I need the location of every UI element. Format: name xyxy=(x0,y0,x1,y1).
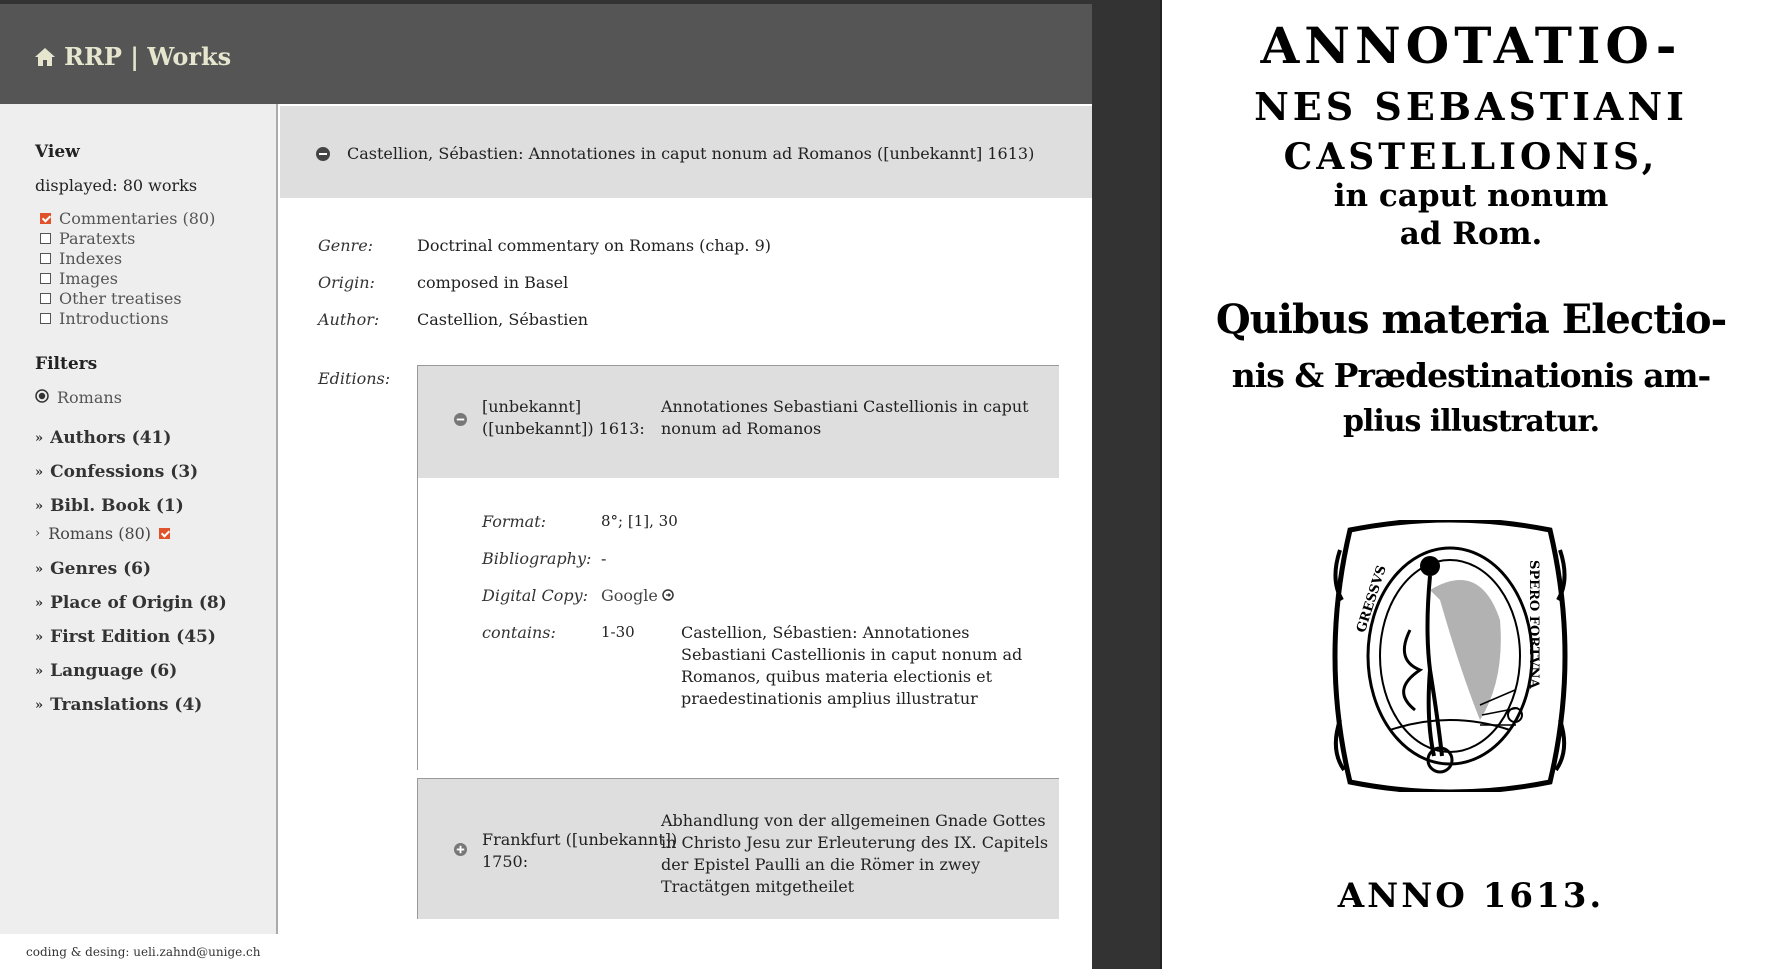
view-option-introductions[interactable]: Introductions xyxy=(40,309,169,328)
active-filter-romans[interactable]: Romans xyxy=(35,388,122,407)
displayed-count: displayed: 80 works xyxy=(35,176,198,195)
checkbox-checked-icon[interactable] xyxy=(40,213,51,224)
edition-header[interactable] xyxy=(417,365,1059,479)
viewer-divider[interactable] xyxy=(1092,0,1160,969)
chevron-double-down-icon: » xyxy=(35,498,44,514)
scan-line: plius illustratur. xyxy=(1342,404,1600,439)
scan-line: in caput nonum xyxy=(1333,178,1609,214)
digital-copy-link[interactable]: Google xyxy=(601,586,674,605)
scan-line: NES SEBASTIANI xyxy=(1254,84,1688,129)
scan-line: Quibus materia Electio- xyxy=(1215,296,1727,343)
work-header[interactable] xyxy=(280,106,1092,198)
contains-text: Castellion, Sébastien: Annotationes Sebastiani Castellionis in caput nonum ad Romanos, quibus materia electionis et praedestinationis amplius illustratur xyxy=(681,623,1023,708)
edition-header[interactable] xyxy=(417,778,1059,919)
view-heading: View xyxy=(35,142,80,162)
work-heading: Castellion, Sébastien: Annotationes in caput nonum ad Romanos ([unbekannt] 1613) xyxy=(347,144,1035,163)
editions-label: Editions: xyxy=(318,369,391,388)
home-icon xyxy=(34,47,56,67)
digital-copy-label: Digital Copy: xyxy=(482,586,589,605)
facet-authors[interactable]: » Authors (41) xyxy=(35,428,172,448)
facet-place-of-origin[interactable]: » Place of Origin (8) xyxy=(35,593,227,613)
genre-label: Genre: xyxy=(318,236,374,255)
contains-range: 1-30 xyxy=(601,623,635,641)
view-option-indexes[interactable]: Indexes xyxy=(40,249,122,268)
chevron-double-down-icon: » xyxy=(35,561,44,577)
facet-confessions[interactable]: » Confessions (3) xyxy=(35,462,199,482)
checkbox-checked-icon[interactable] xyxy=(159,528,170,539)
scan-line: CASTELLIONIS, xyxy=(1283,136,1659,178)
chevron-double-down-icon: » xyxy=(35,464,44,480)
facet-language[interactable]: » Language (6) xyxy=(35,661,178,681)
scan-year: ANNO 1613. xyxy=(1337,876,1605,916)
view-option-other-treatises[interactable]: Other treatises xyxy=(40,289,182,308)
checkbox-icon[interactable] xyxy=(40,273,51,284)
sidebar xyxy=(0,104,278,934)
facet-genres[interactable]: » Genres (6) xyxy=(35,559,151,579)
app-title: RRP | Works xyxy=(64,42,232,71)
expand-icon[interactable] xyxy=(454,841,467,860)
chevron-double-down-icon: » xyxy=(35,663,44,679)
collapse-icon[interactable] xyxy=(316,146,330,165)
checkbox-icon[interactable] xyxy=(40,313,51,324)
contains-label: contains: xyxy=(482,623,556,642)
title-page-scan xyxy=(1160,0,1778,969)
checkbox-icon[interactable] xyxy=(40,253,51,264)
genre-value: Doctrinal commentary on Romans (chap. 9) xyxy=(417,236,772,255)
printer-device-emblem xyxy=(1330,520,1570,792)
author-label: Author: xyxy=(318,310,380,329)
view-option-commentaries[interactable]: Commentaries (80) xyxy=(40,209,215,228)
edition-place: Frankfurt ([unbekannt]) 1750: xyxy=(482,830,678,871)
scan-line: nis & Prædestinationis am- xyxy=(1231,356,1711,395)
view-option-images[interactable]: Images xyxy=(40,269,118,288)
chevron-double-down-icon: » xyxy=(35,697,44,713)
checkbox-icon[interactable] xyxy=(40,293,51,304)
app-header xyxy=(0,0,1092,104)
facet-bibl-book[interactable]: » Bibl. Book (1) xyxy=(35,496,184,516)
chevron-double-down-icon: » xyxy=(35,629,44,645)
edition-title: Annotationes Sebastiani Castellionis in caput nonum ad Romanos xyxy=(661,397,1029,438)
footer-credit: coding & desing: ueli.zahnd@unige.ch xyxy=(26,945,261,959)
facet-first-edition[interactable]: » First Edition (45) xyxy=(35,627,216,647)
scan-line: ANNOTATIO- xyxy=(1260,16,1682,75)
chevron-double-down-icon: » xyxy=(35,595,44,611)
checkbox-icon[interactable] xyxy=(40,233,51,244)
format-label: Format: xyxy=(482,512,547,531)
scan-line: ad Rom. xyxy=(1399,216,1543,252)
view-option-paratexts[interactable]: Paratexts xyxy=(40,229,135,248)
chevron-right-icon: › xyxy=(35,526,41,541)
origin-label: Origin: xyxy=(318,273,375,292)
facet-item-romans[interactable]: › Romans (80) xyxy=(35,524,170,543)
edition-place: [unbekannt] ([unbekannt]) 1613: xyxy=(482,397,645,438)
edition-title: Abhandlung von der allgemeinen Gnade Gottes in Christo Jesu zur Erleuterung des IX. Capitels der Epistel Paulli an die Römer in zwey Tractätgen mitgetheilet xyxy=(661,811,1049,896)
external-link-icon xyxy=(662,586,674,605)
facet-translations[interactable]: » Translations (4) xyxy=(35,695,203,715)
filters-heading: Filters xyxy=(35,354,98,374)
chevron-double-down-icon: » xyxy=(35,430,44,446)
remove-circle-icon[interactable] xyxy=(35,388,49,407)
bibliography-label: Bibliography: xyxy=(482,549,592,568)
bibliography-value: - xyxy=(601,549,607,568)
brand-link[interactable] xyxy=(34,42,231,71)
origin-value: composed in Basel xyxy=(417,273,569,292)
collapse-icon[interactable] xyxy=(454,411,467,430)
format-value: 8°; [1], 30 xyxy=(601,512,678,530)
footer xyxy=(0,934,278,969)
work-detail xyxy=(280,104,1092,969)
emblem-motto-right: SPERO FORTVNA xyxy=(1526,560,1541,689)
author-value: Castellion, Sébastien xyxy=(417,310,589,329)
emblem-motto-left: GRESSVS xyxy=(1354,563,1390,635)
edition-details xyxy=(417,478,1059,770)
